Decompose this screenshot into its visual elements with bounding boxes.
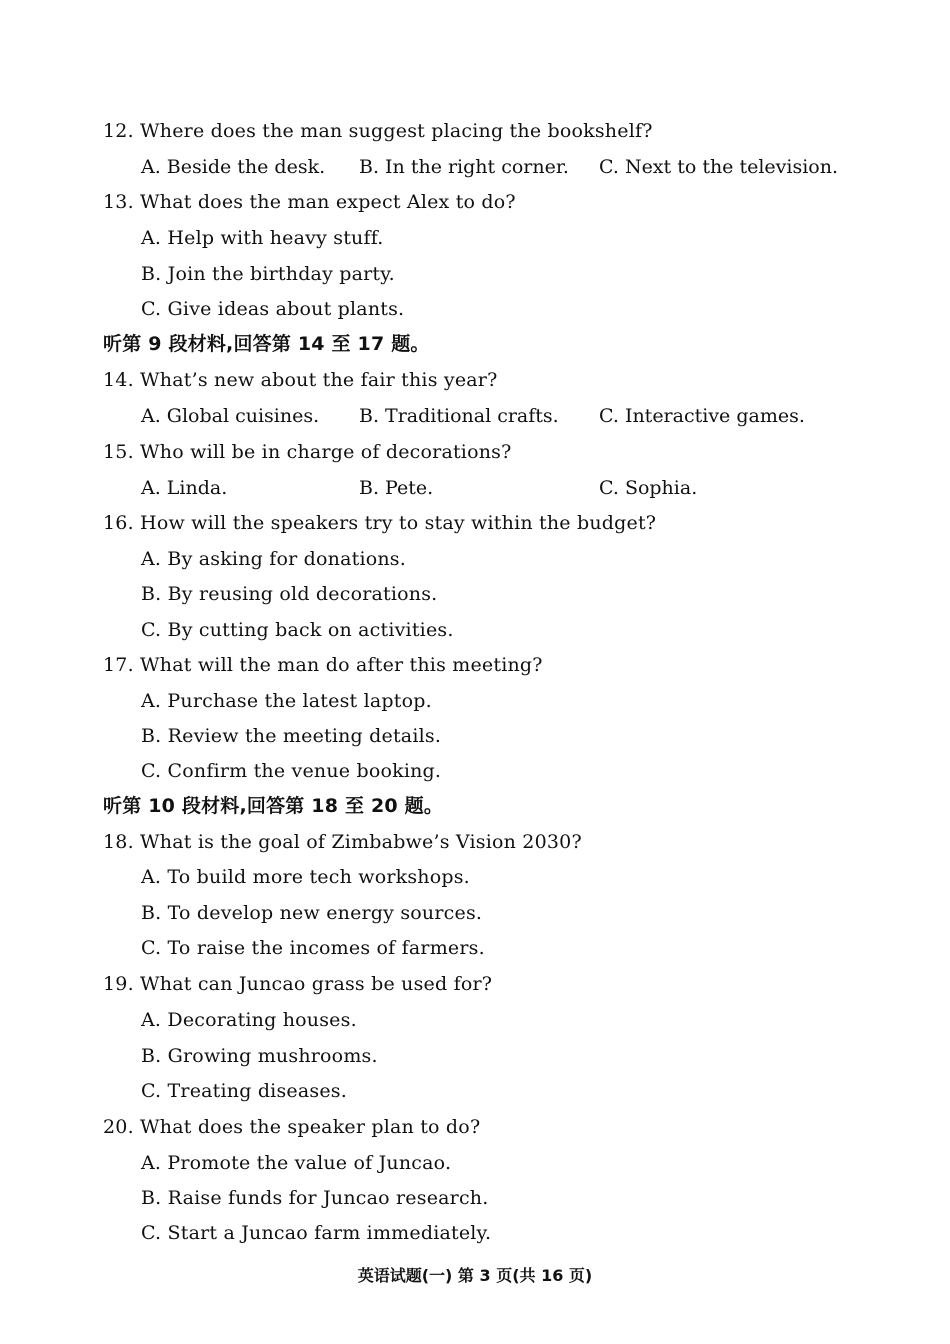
question-15-options (141, 476, 861, 500)
option-c: C. Give ideas about plants. (141, 298, 405, 320)
option-b: B. By reusing old decorations. (141, 583, 438, 605)
question-14-options (141, 404, 861, 428)
question-13-stem: 13. What does the man expect Alex to do? (103, 191, 516, 213)
option-c: C. By cutting back on activities. (141, 619, 454, 641)
option-b: B. Review the meeting details. (141, 725, 442, 747)
question-20-stem: 20. What does the speaker plan to do? (103, 1116, 481, 1138)
question-17-stem: 17. What will the man do after this meeting? (103, 654, 543, 676)
option-a: A. To build more tech workshops. (141, 866, 470, 888)
option-c: C. Confirm the venue booking. (141, 760, 442, 782)
question-14-stem: 14. What’s new about the fair this year? (103, 369, 498, 391)
question-16-stem: 16. How will the speakers try to stay within the budget? (103, 512, 657, 534)
option-b: B. In the right corner. (359, 156, 569, 178)
option-a: A. Promote the value of Juncao. (141, 1152, 452, 1174)
page-footer: 英语试题(一) 第 3 页(共 16 页) (357, 1266, 593, 1285)
option-a: A. Purchase the latest laptop. (141, 690, 432, 712)
question-12-options (141, 155, 861, 179)
option-b: B. Traditional crafts. (359, 405, 559, 427)
option-b: B. Raise funds for Juncao research. (141, 1187, 489, 1209)
option-c: C. Sophia. (599, 477, 698, 499)
question-15-stem: 15. Who will be in charge of decorations? (103, 441, 512, 463)
option-c: C. Next to the television. (599, 156, 839, 178)
option-b: B. Growing mushrooms. (141, 1045, 378, 1067)
option-c: C. Start a Juncao farm immediately. (141, 1222, 492, 1244)
option-a: A. Linda. (141, 477, 228, 499)
option-c: C. Interactive games. (599, 405, 805, 427)
option-c: C. Treating diseases. (141, 1080, 347, 1102)
option-b: B. To develop new energy sources. (141, 902, 483, 924)
option-a: A. Decorating houses. (141, 1009, 357, 1031)
question-19-stem: 19. What can Juncao grass be used for? (103, 973, 493, 995)
section-heading-9: 听第 9 段材料,回答第 14 至 17 题。 (103, 333, 430, 355)
question-12-stem: 12. Where does the man suggest placing the bookshelf? (103, 120, 653, 142)
option-a: A. Beside the desk. (141, 156, 326, 178)
option-b: B. Join the birthday party. (141, 263, 395, 285)
option-a: A. Global cuisines. (141, 405, 320, 427)
section-heading-10: 听第 10 段材料,回答第 18 至 20 题。 (103, 795, 444, 817)
option-a: A. Help with heavy stuff. (141, 227, 384, 249)
option-c: C. To raise the incomes of farmers. (141, 937, 485, 959)
option-a: A. By asking for donations. (141, 548, 406, 570)
question-18-stem: 18. What is the goal of Zimbabwe’s Vision 2030? (103, 831, 582, 853)
option-b: B. Pete. (359, 477, 434, 499)
